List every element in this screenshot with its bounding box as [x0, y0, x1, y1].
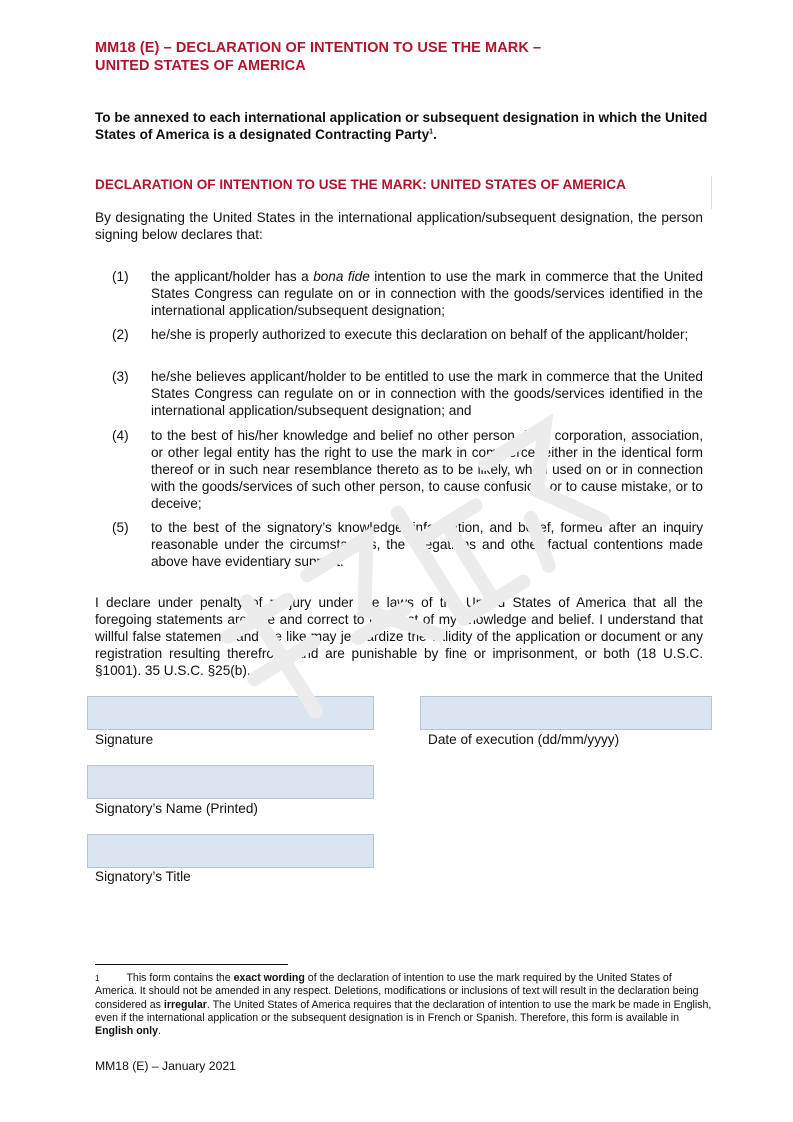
intro-paragraph	[95, 109, 710, 143]
footnote-text-1: This form contains the	[126, 972, 234, 984]
footnote-bold-2: irregular	[163, 998, 207, 1011]
item-text: to the best of the signatory’s knowledge, information, and belief, formed after an inquiry reasonable under the circumstances, the allegations and other factual contentions made above have evidentiary support.	[151, 520, 703, 569]
signatory-title-field[interactable]	[87, 834, 374, 868]
item-text-pre: the applicant/holder has a	[151, 269, 314, 284]
form-title-line2: UNITED STATES OF AMERICA	[95, 58, 306, 74]
signatory-name-field[interactable]	[87, 765, 374, 799]
footnote-text-4: .	[157, 1025, 161, 1038]
item-number: (3)	[112, 369, 129, 384]
date-of-execution-field[interactable]	[420, 696, 712, 730]
section-heading: DECLARATION OF INTENTION TO USE THE MARK: UNITED STATES OF AMERICA	[95, 177, 626, 192]
item-text	[151, 268, 703, 319]
page-footer: MM18 (E) – January 2021	[95, 1059, 236, 1073]
margin-divider	[711, 176, 712, 209]
signature-field[interactable]	[87, 696, 374, 730]
item-text-post: intention to use the mark in commerce that the United States Congress can regulate on or in connection with the goods/services identified in the international application/subsequent designation;	[151, 269, 704, 318]
footnote-number: 1	[95, 974, 100, 983]
footnote-text-2: of the declaration of intention to use the mark required by the United States of America. It should not be amended in any respect. Deletions, modifications or inclusions of text will result in the declaration being considered as	[95, 972, 699, 1011]
footnote	[95, 972, 715, 1038]
item-text: he/she believes applicant/holder to be entitled to use the mark in commerce that the United States Congress can regulate on or in connection with the goods/services identified in the international application/subsequent designation; and	[151, 369, 703, 418]
intro-text: To be annexed to each international application or subsequent designation in which the United States of America is a designated Contracting Party	[95, 110, 708, 142]
item-number: (1)	[112, 269, 129, 284]
item-text: to the best of his/her knowledge and belief no other person, firm, corporation, association, or other legal entity has the right to use the mark in commerce, either in the identical form thereof or in such near resemblance thereto as to be likely, when used on or in connection with the goods/services of such other person, to cause confusion, or to cause mistake, or to deceive;	[151, 428, 703, 511]
lead-paragraph: By designating the United States in the international application/subsequent designation, the person signing below declares that:	[95, 210, 703, 242]
date-of-execution-label: Date of execution (dd/mm/yyyy)	[428, 732, 620, 747]
form-title-line1: MM18 (E) – DECLARATION OF INTENTION TO USE THE MARK –	[95, 40, 542, 56]
footnote-bold-1: exact wording	[233, 972, 305, 984]
item-number: (4)	[112, 428, 129, 443]
footnote-text-3: . The United States of America requires that the declaration of intention to use the mark be made in English, even if the international application or the subsequent designation is in French or Spanish. Therefore, this form is available in	[95, 998, 712, 1024]
signatory-title-label: Signatory’s Title	[95, 869, 191, 884]
item-number: (5)	[112, 520, 129, 535]
item-number: (2)	[112, 327, 129, 342]
item-text: he/she is properly authorized to execute this declaration on behalf of the applicant/holder;	[151, 327, 689, 342]
perjury-paragraph: I declare under penalty of perjury under the laws of the United States of America that all the foregoing statements are true and correct to the best of my knowledge and belief. I understand that willful false statements and the like may jeopardize the validity of the application or document or any registration resulting therefrom, and are punishable by fine or imprisonment, or both (18 U.S.C. §1001). 35 U.S.C. §25(b).	[95, 595, 703, 678]
intro-end: .	[433, 127, 437, 142]
signature-label: Signature	[95, 732, 154, 747]
footnote-separator	[95, 964, 288, 965]
footnote-reference: 1	[429, 128, 434, 136]
signatory-name-label: Signatory’s Name (Printed)	[95, 801, 258, 816]
form-title	[95, 39, 715, 75]
footnote-bold-3: English only	[95, 1025, 158, 1038]
item-text-emphasis: bona fide	[313, 269, 370, 284]
